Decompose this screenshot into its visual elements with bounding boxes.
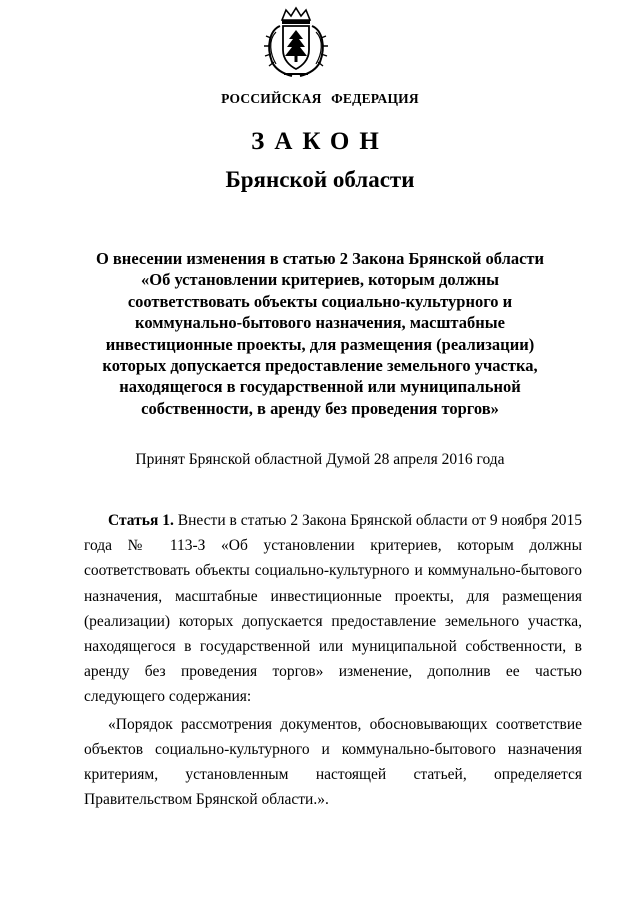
article-label: Статья 1. xyxy=(108,512,174,529)
subject-line: инвестиционные проекты, для размещения (реализации) xyxy=(105,334,535,354)
subject-line: «Об установлении критериев, которым должны xyxy=(140,270,499,290)
article-1-quote: «Порядок рассмотрения документов, обосновывающих соответствие объектов социально-культурного и коммунально-бытового назначения критериям, установленным настоящей статьей, определяется Правительством Брянской области.». xyxy=(84,715,582,809)
article-1-paragraph xyxy=(84,508,582,710)
article-1-text: Внести в статью 2 Закона Брянской области от 9 ноября 2015 года № 113-З «Об установлении критериев, которым должны соответствовать объекты социально-культурного и коммунально-бытового назначения, масштабные инвестиционные проекты, для размещения (реализации) которых допускается предоставление земельного участка, находящегося в государственной или муниципальной собственности, в аренду без проведения торгов» изменение, дополнив ее частью следующего содержания: xyxy=(84,512,583,706)
subject-line: коммунально-бытового назначения, масштабные xyxy=(135,313,505,333)
subject-line: находящегося в государственной или муниципальной xyxy=(119,377,521,397)
subject-line: соответствовать объекты социально-культурного и xyxy=(127,291,513,311)
federation-heading: РОССИЙСКАЯ ФЕДЕРАЦИЯ xyxy=(221,91,419,106)
subject-line: О внесении изменения в статью 2 Закона Брянской области xyxy=(95,249,545,268)
article-body xyxy=(84,508,582,812)
adoption-note: Принят Брянской областной Думой 28 апреля 2016 года xyxy=(135,451,505,468)
law-subject xyxy=(80,248,560,419)
subject-line: собственности, в аренду без проведения торгов» xyxy=(141,398,499,418)
law-title: ЗАКОН xyxy=(251,128,389,155)
region-title: Брянской области xyxy=(225,167,415,192)
subject-line: которых допускается предоставление земельного участка, xyxy=(102,356,538,376)
coat-of-arms-icon xyxy=(262,6,330,80)
